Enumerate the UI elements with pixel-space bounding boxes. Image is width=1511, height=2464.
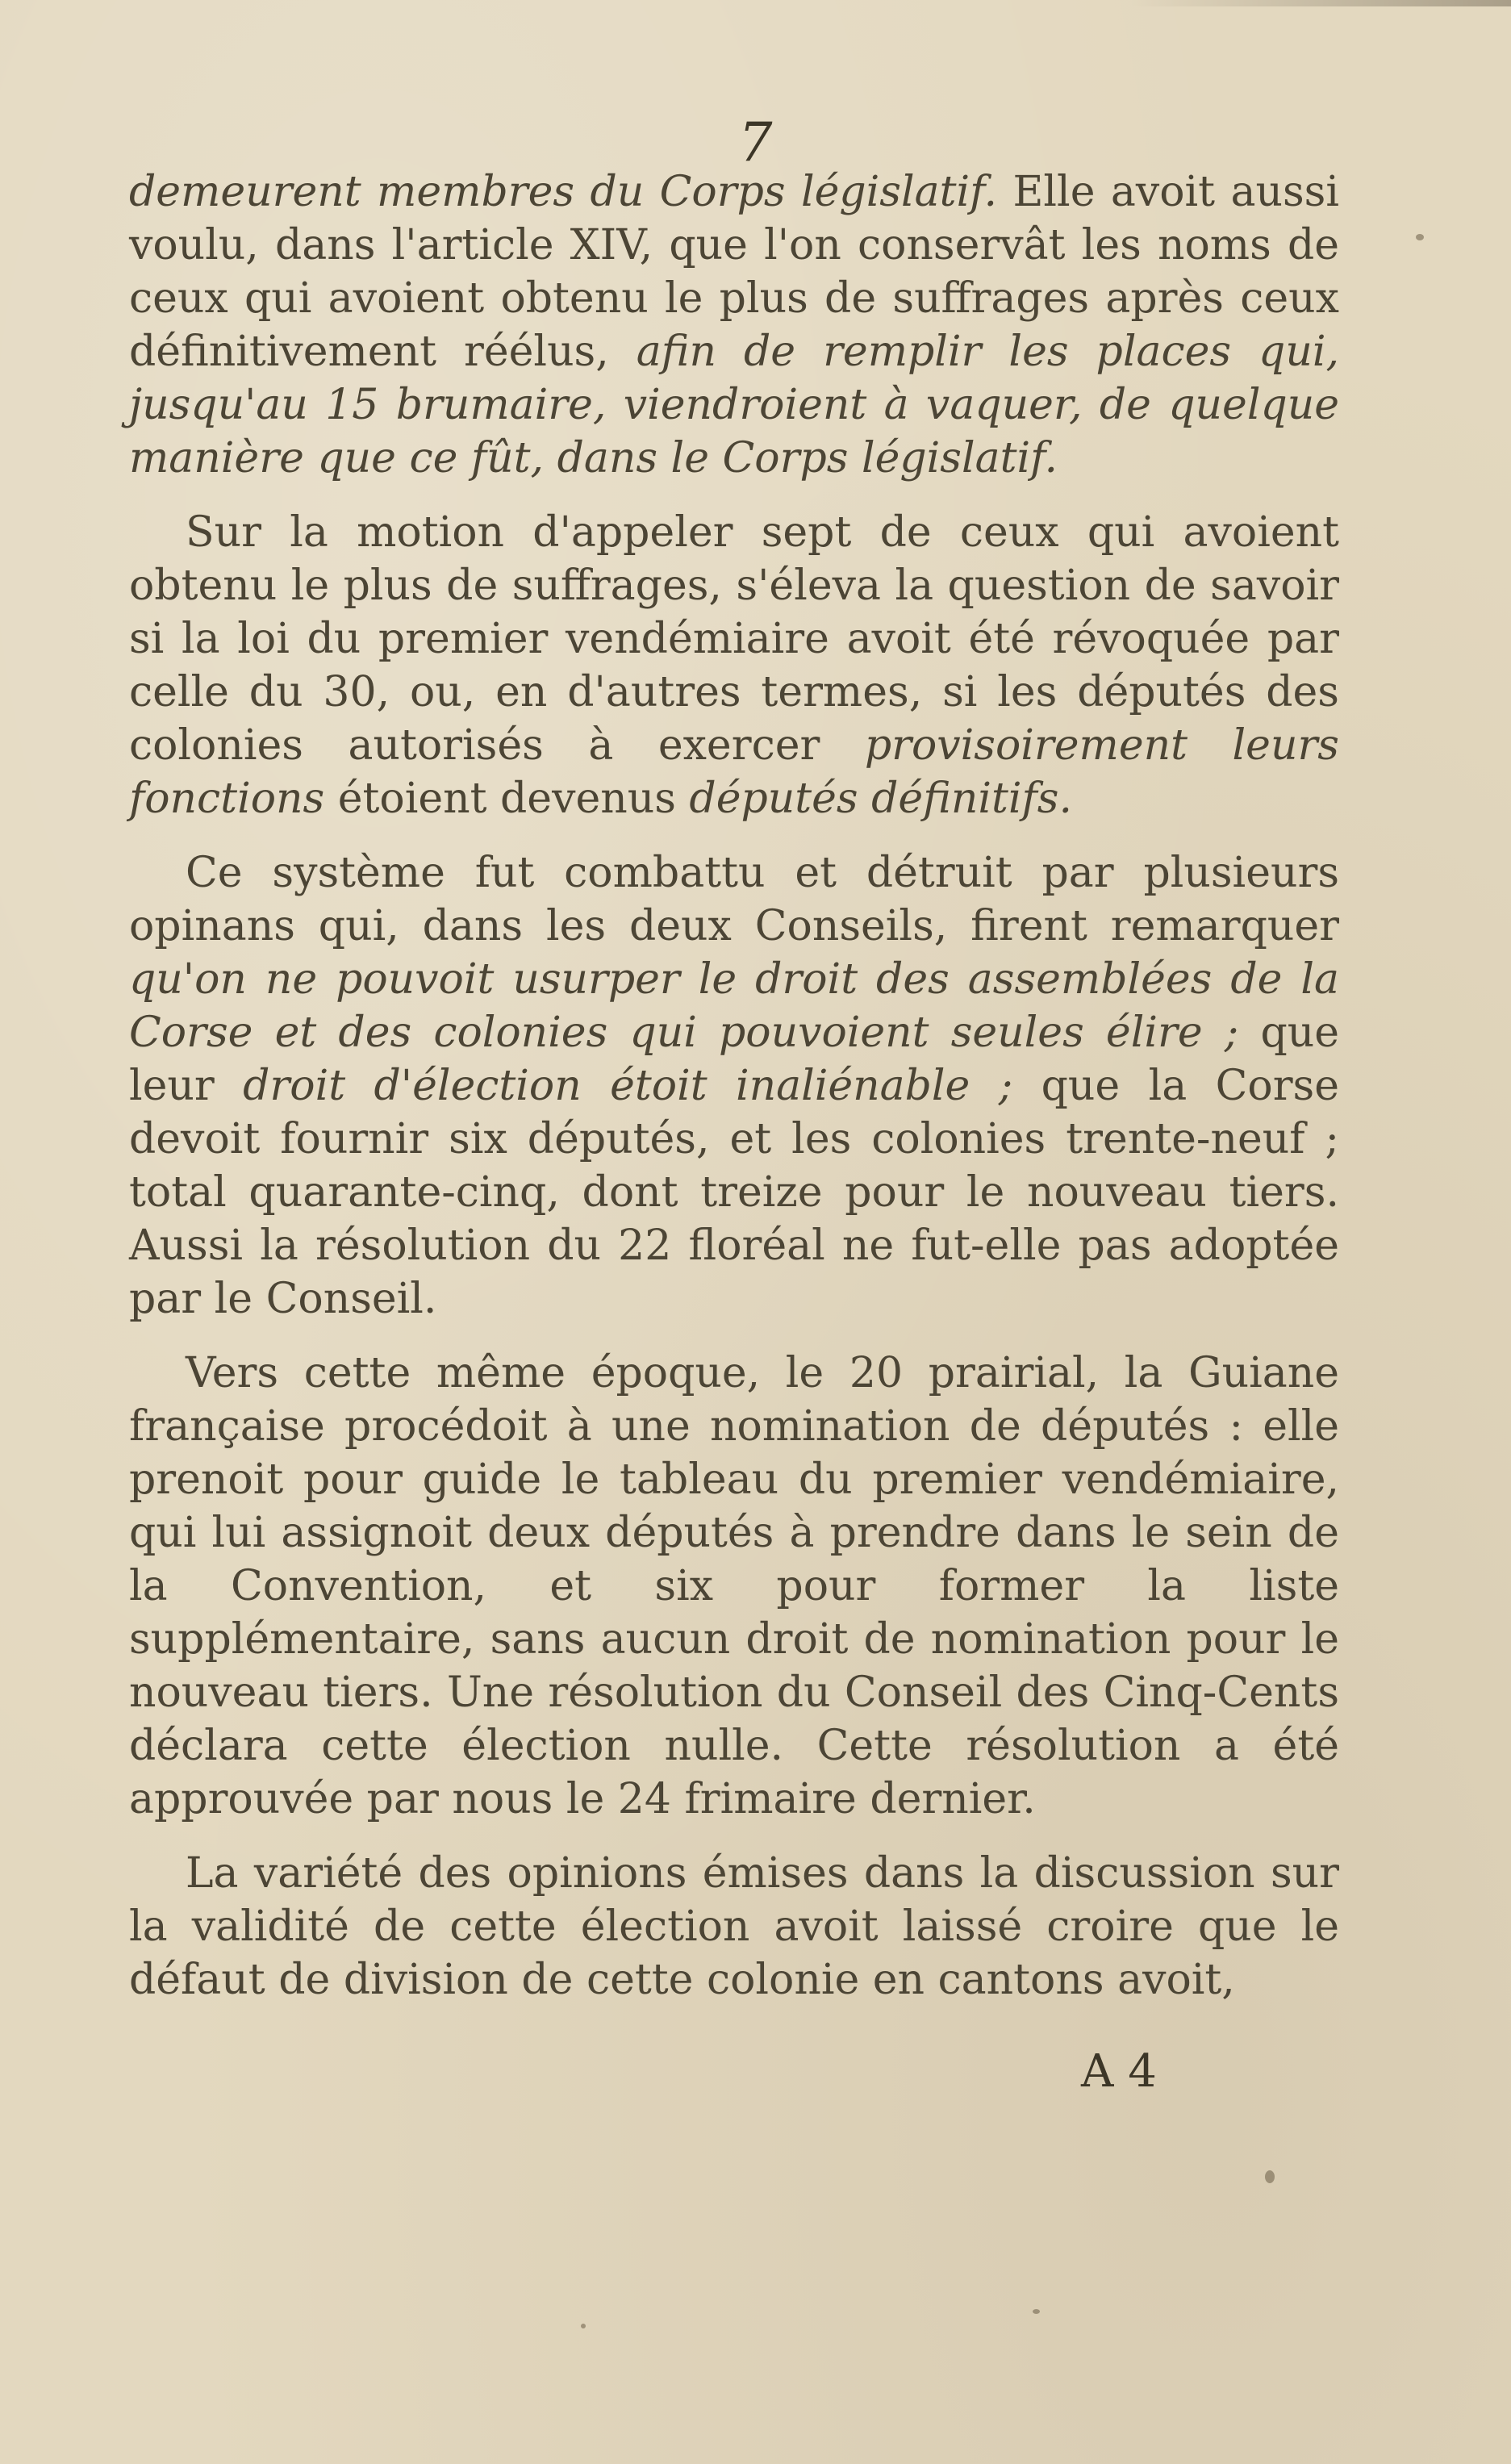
paper-speck [581, 2324, 586, 2328]
paragraph [129, 165, 1339, 485]
text-run: étoient devenus [324, 775, 690, 823]
text-run: demeurent membres du Corps législatif. [129, 168, 998, 216]
text-run: provisoirement leurs fonctions [129, 721, 1339, 823]
text-run: que leur [129, 1009, 1339, 1110]
paragraph [129, 846, 1339, 1326]
body-text [129, 165, 1339, 2028]
paragraph [129, 1347, 1339, 1826]
paper-speck [1033, 2309, 1040, 2314]
paragraph [129, 1847, 1339, 2007]
paragraph [129, 506, 1339, 825]
signature-mark: A 4 [1081, 2045, 1157, 2098]
page-number: 7 [738, 111, 773, 173]
text-run: afin de remplir les places qui, jusqu'au 15 brumaire, viendroient à vaquer, de quelque manière que ce fût, dans le Corps législatif. [129, 328, 1339, 482]
text-run: députés définitifs. [689, 775, 1072, 823]
page-edge-shadow [1129, 0, 1511, 6]
text-run: Elle avoit aussi voulu, dans l'article XIV, que l'on conservât les noms de ceux qui avoient obtenu le plus de suffrages après ceux définitivement réélus, [129, 168, 1339, 376]
paper-speck [1265, 2170, 1275, 2183]
text-run: qu'on ne pouvoit usurper le droit des assemblées de la Corse et des colonies qui pouvoient seules élire ; [129, 955, 1339, 1057]
text-run: que la Corse devoit fournir six députés, et les colonies trente-neuf ; total quarante-cinq, dont treize pour le nouveau tiers. Aussi la résolution du 22 floréal ne fut-elle pas adoptée par le Conseil. [129, 1062, 1340, 1323]
text-run: droit d'élection étoit inaliénable ; [243, 1062, 1013, 1110]
text-run: Ce système fut combattu et détruit par plusieurs opinans qui, dans les deux Conseils, firent remarquer [129, 849, 1339, 950]
text-run: Sur la motion d'appeler sept de ceux qui avoient obtenu le plus de suffrages, s'éleva la question de savoir si la loi du premier vendémiaire avoit été révoquée par celle du 30, ou, en d'autres termes, si les députés des colonies autorisés à exercer [129, 508, 1339, 770]
text-run: Vers cette même époque, le 20 prairial, la Guiane française procédoit à une nomination de députés : elle prenoit pour guide le tableau du premier vendémiaire, qui lui assignoit deux députés à prendre dans le sein de la Convention, et six pour former la liste supplémentaire, sans aucun droit de nomination pour le nouveau tiers. Une résolution du Conseil des Cinq-Cents déclara cette élection nulle. Cette résolution a été approuvée par nous le 24 frimaire dernier. [129, 1349, 1339, 1823]
paper-speck [1416, 234, 1424, 240]
text-run: La variété des opinions émises dans la discussion sur la validité de cette élection avoit laissé croire que le défaut de division de cette colonie en cantons avoit, [129, 1849, 1339, 2004]
